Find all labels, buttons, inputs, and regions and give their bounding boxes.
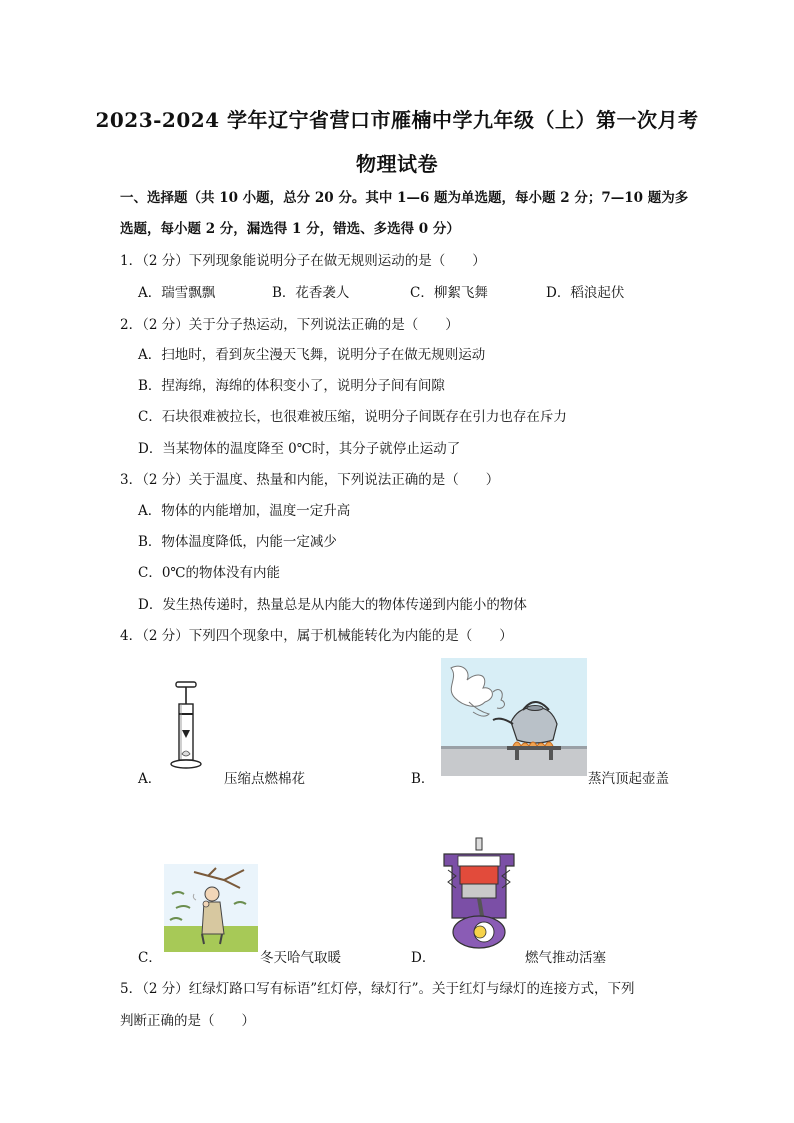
q3-option-a: A．物体的内能增加，温度一定升高 — [138, 503, 351, 519]
q5-stem-line2: 判断正确的是（ ） — [120, 1013, 255, 1029]
q2-option-d: D．当某物体的温度降至 0℃时，其分子就停止运动了 — [138, 441, 461, 457]
q3-option-b: B．物体温度降低，内能一定减少 — [138, 534, 337, 550]
q1-option-d: D．稻浪起伏 — [546, 285, 625, 301]
q1-option-b: B．花香袭人 — [272, 285, 350, 301]
section-heading-line1: 一、选择题（共 10 小题，总分 20 分。其中 1—6 题为单选题，每小题 2 分；7—10 题为多 — [120, 190, 689, 206]
q4-option-d-text: 燃气推动活塞 — [525, 950, 606, 966]
q4-stem: 4．（2 分）下列四个现象中，属于机械能转化为内能的是（ ） — [120, 628, 513, 644]
q4-option-a-letter: A． — [138, 771, 162, 787]
section-heading-line2: 选题，每小题 2 分，漏选得 1 分，错选、多选得 0 分） — [120, 221, 460, 237]
q5-stem-line1: 5．（2 分）红绿灯路口写有标语”红灯停，绿灯行”。关于红灯与绿灯的连接方式，下列 — [120, 981, 635, 997]
q3-option-d: D．发生热传递时，热量总是从内能大的物体传递到内能小的物体 — [138, 597, 527, 613]
q2-option-b: B．捏海绵，海绵的体积变小了，说明分子间有间隙 — [138, 378, 445, 394]
figure-winter-breath-hands — [164, 864, 258, 952]
q3-stem: 3．（2 分）关于温度、热量和内能，下列说法正确的是（ ） — [120, 472, 500, 488]
figure-air-compression-syringe — [168, 680, 204, 770]
q3-option-c: C．0℃的物体没有内能 — [138, 565, 281, 581]
figure-kettle-steam — [441, 658, 587, 776]
q4-option-b-text: 蒸汽顶起壶盖 — [588, 771, 669, 787]
q4-option-d-letter: D． — [411, 950, 436, 966]
q2-option-c: C．石块很难被拉长，也很难被压缩，说明分子间既存在引力也存在斥力 — [138, 409, 567, 425]
exam-title: 2023-2024 学年辽宁省营口市雁楠中学九年级（上）第一次月考 — [95, 108, 699, 132]
q2-stem: 2．（2 分）关于分子热运动，下列说法正确的是（ ） — [120, 317, 459, 333]
exam-subtitle: 物理试卷 — [356, 152, 438, 176]
q4-option-c-text: 冬天哈气取暖 — [260, 950, 341, 966]
q2-option-a: A．扫地时，看到灰尘漫天飞舞，说明分子在做无规则运动 — [138, 347, 486, 363]
q4-option-a-text: 压缩点燃棉花 — [224, 771, 305, 787]
q1-option-a: A．瑞雪飘飘 — [138, 285, 216, 301]
figure-engine-piston — [438, 836, 520, 954]
q4-option-b-letter: B． — [411, 771, 435, 787]
q4-option-c-letter: C． — [138, 950, 162, 966]
q1-option-c: C．柳絮飞舞 — [410, 285, 488, 301]
q1-stem: 1．（2 分）下列现象能说明分子在做无规则运动的是（ ） — [120, 253, 486, 269]
